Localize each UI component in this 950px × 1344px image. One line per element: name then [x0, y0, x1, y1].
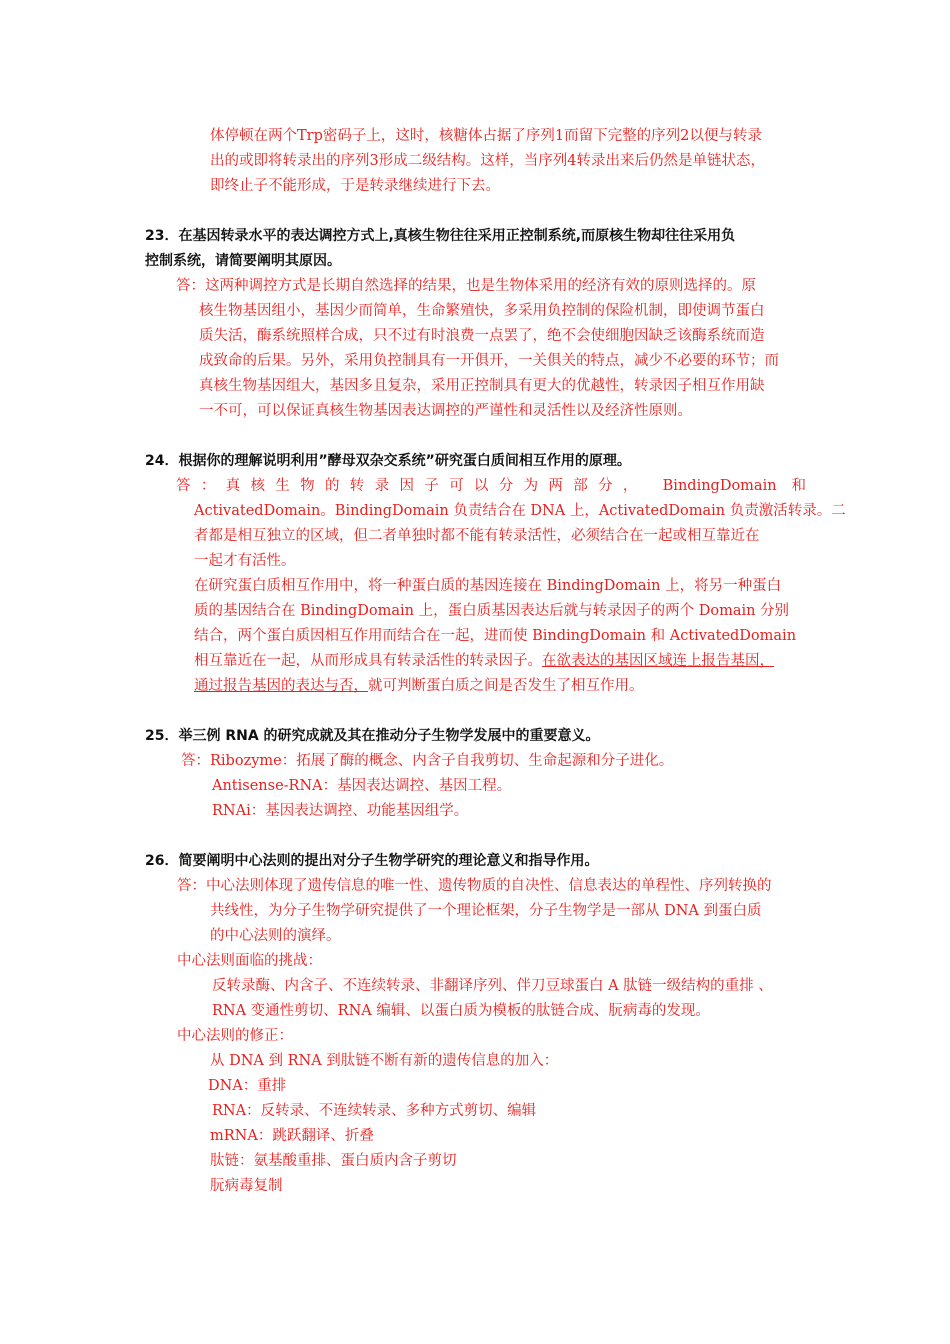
question-26-title: 26．简要阐明中心法则的提出对分子生物学研究的理论意义和指导作用。	[145, 853, 599, 869]
answer-25-line: 答：Ribozyme：拓展了酶的概念、内含子自我剪切、生命起源和分子进化。	[181, 753, 674, 769]
answer-26-line: mRNA：跳跃翻译、折叠	[210, 1128, 374, 1144]
answer-continuation-line: 即终止子不能形成，于是转录继续进行下去。	[210, 178, 500, 194]
answer-26-line: 答：中心法则体现了遗传信息的唯一性、遗传物质的自决性、信息表达的单程性、序列转换的	[177, 878, 772, 894]
answer-26-line: 的中心法则的演绎。	[210, 928, 341, 944]
answer-23-line: 质失活，酶系统照样合成，只不过有时浪费一点罢了，绝不会使细胞因缺乏该酶系统而造	[199, 328, 765, 344]
answer-23-line: 真核生物基因组大，基因多且复杂，采用正控制具有更大的优越性，转录因子相互作用缺	[199, 378, 765, 394]
question-23-title: 控制系统，请简要阐明其原因。	[145, 253, 341, 269]
answer-26-line: 反转录酶、内含子、不连续转录、非翻译序列、伴刀豆球蛋白 A 肽链一级结构的重排 、	[212, 978, 773, 994]
answer-continuation-line: 出的或即将转录出的序列3形成二级结构。这样，当序列4转录出来后仍然是单链状态，	[210, 153, 765, 169]
answer-23-line: 一不可，可以保证真核生物基因表达调控的严谨性和灵活性以及经济性原则。	[199, 403, 692, 419]
answer-24-line: 结合，两个蛋白质因相互作用而结合在一起，进而使 BindingDomain 和 ActivatedDomain	[194, 628, 797, 644]
question-24-title: 24．根据你的理解说明利用”酵母双杂交系统”研究蛋白质间相互作用的原理。	[145, 453, 631, 469]
answer-23-line: 成致命的后果。另外，采用负控制具有一开俱开，一关俱关的特点，减少不必要的环节；而	[199, 353, 779, 369]
answer-26-subheading: 中心法则面临的挑战：	[177, 953, 322, 969]
answer-24-text: 相互靠近在一起，从而形成具有转录活性的转录因子。	[194, 653, 542, 669]
answer-24-text: 就可判断蛋白质之间是否发生了相互作用。	[368, 678, 644, 694]
answer-24-line: 在研究蛋白质相互作用中，将一种蛋白质的基因连接在 BindingDomain 上，将另一种蛋白	[194, 578, 782, 594]
answer-24-underlined-text: 在欲表达的基因区域连上报告基因，	[542, 653, 774, 669]
answer-continuation-line: 体停顿在两个Trp密码子上，这时，核糖体占据了序列1而留下完整的序列2以便与转录	[210, 128, 762, 144]
answer-24-line: 者都是相互独立的区域，但二者单独时都不能有转录活性，必须结合在一起或相互靠近在	[194, 528, 760, 544]
answer-26-line: RNA：反转录、不连续转录、多种方式剪切、编辑	[212, 1103, 537, 1119]
answer-26-line: 朊病毒复制	[210, 1178, 283, 1194]
answer-26-line: 从 DNA 到 RNA 到肽链不断有新的遗传信息的加入：	[210, 1053, 559, 1069]
answer-24-line: 一起才有活性。	[194, 553, 296, 569]
answer-24-line: 质的基因结合在 BindingDomain 上，蛋白质基因表达后就与转录因子的两个 Domain 分别	[194, 603, 790, 619]
answer-23-line: 答：这两种调控方式是长期自然选择的结果，也是生物体采用的经济有效的原则选择的。原	[176, 278, 756, 294]
answer-23-line: 核生物基因组小，基因少而简单，生命繁殖快，多采用负控制的保险机制，即使调节蛋白	[199, 303, 765, 319]
answer-24-underlined-text: 通过报告基因的表达与否，	[194, 678, 368, 694]
answer-26-subheading: 中心法则的修正：	[177, 1028, 293, 1044]
answer-26-line: 肽链：氨基酸重排、蛋白质内含子剪切	[210, 1153, 457, 1169]
answer-26-line: RNA 变通性剪切、RNA 编辑、以蛋白质为模板的肽链合成、朊病毒的发现。	[212, 1003, 710, 1019]
answer-25-line: Antisense-RNA：基因表达调控、基因工程。	[212, 778, 512, 794]
question-25-title: 25．举三例 RNA 的研究成就及其在推动分子生物学发展中的重要意义。	[145, 728, 600, 744]
answer-24-line	[194, 651, 774, 671]
answer-26-line: DNA：重排	[208, 1078, 287, 1094]
answer-26-line: 共线性，为分子生物学研究提供了一个理论框架，分子生物学是一部从 DNA 到蛋白质	[210, 903, 762, 919]
answer-24-line: ActivatedDomain。BindingDomain 负责结合在 DNA 上，ActivatedDomain 负责激活转录。二	[194, 503, 846, 519]
question-23-title: 23．在基因转录水平的表达调控方式上,真核生物往往采用正控制系统,而原核生物却往往采用负	[145, 228, 736, 244]
answer-24-line: 答：真核生物的转录因子可以分为两部分， BindingDomain 和	[176, 478, 806, 494]
answer-24-line	[194, 676, 644, 696]
answer-25-line: RNAi：基因表达调控、功能基因组学。	[212, 803, 469, 819]
